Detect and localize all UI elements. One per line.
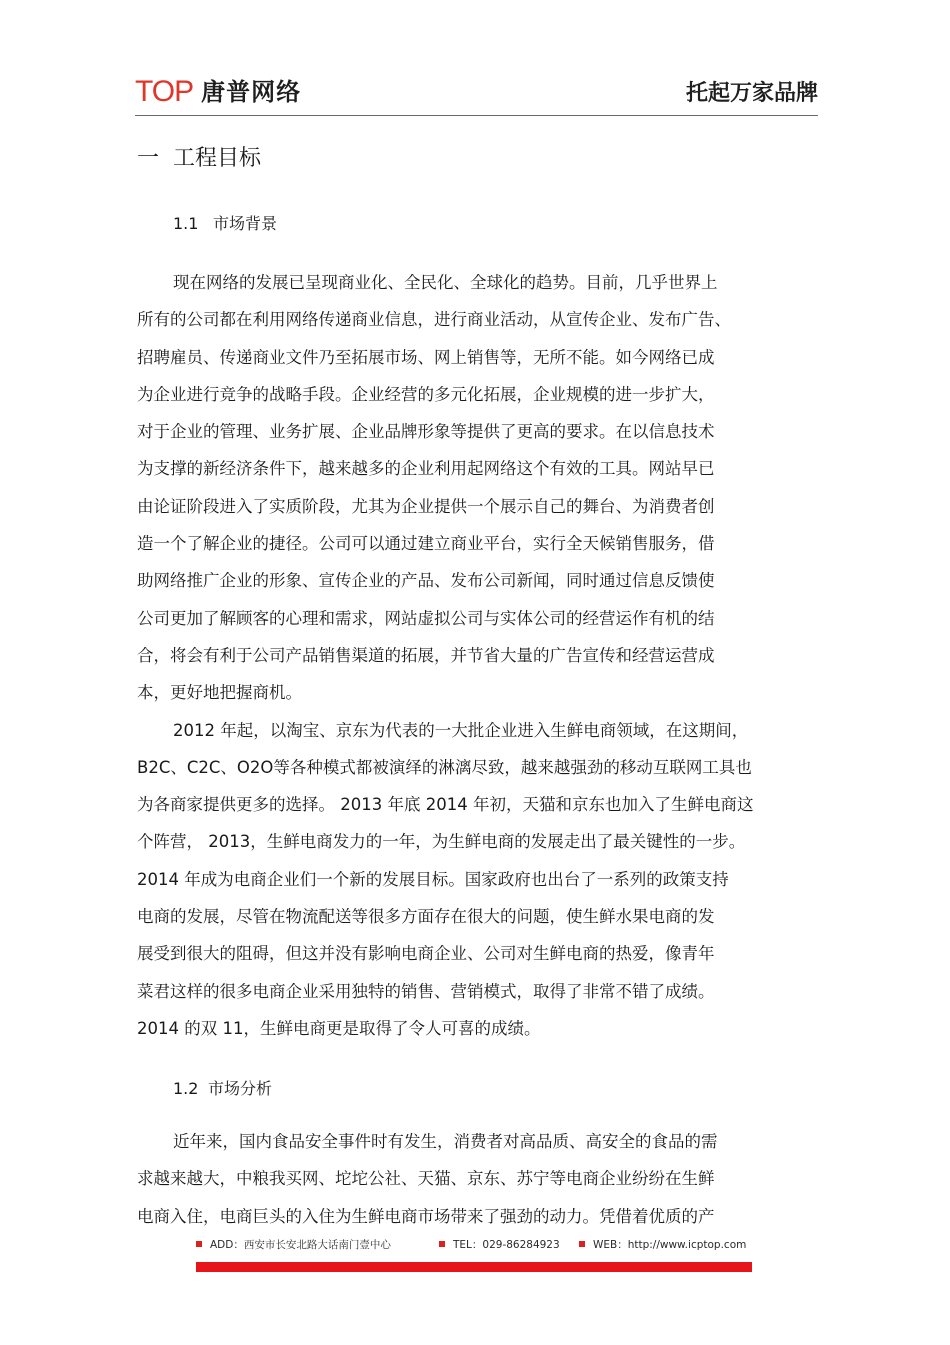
paragraph-line: 现在网络的发展已呈现商业化、全民化、全球化的趋势。目前，几乎世界上 [173,273,718,292]
logo-top-text: TOP [135,75,194,108]
paragraph-line: 个阵营， 2013，生鲜电商发力的一年，为生鲜电商的发展走出了最关键性的一步。 [137,832,746,852]
paragraph-line: 2012 年起，以淘宝、京东为代表的一大批企业进入生鲜电商领域，在这期间， [173,720,749,740]
paragraph-line: 2014 年成为电商企业们一个新的发展目标。国家政府也出台了一系列的政策支持 [137,869,729,889]
bullet-square-icon [196,1241,202,1247]
paragraph-line: 近年来，国内食品安全事件时有发生，消费者对高品质、高安全的食品的需 [173,1132,718,1151]
footer-telephone [439,1237,560,1252]
page-header [135,70,818,116]
paragraph-line: 本，更好地把握商机。 [137,683,302,703]
paragraph-line: 为各商家提供更多的选择。 2013 年底 2014 年初，天猫和京东也加入了生鲜电商这 [137,795,754,815]
footer-contact-info [196,1234,752,1254]
paragraph-line: 为支撑的新经济条件下，越来越多的企业利用起网络这个有效的工具。网站早已 [137,459,715,479]
paragraph-line: 由论证阶段进入了实质阶段，尤其为企业提供一个展示自己的舞台、为消费者创 [137,496,715,516]
subsection-title: 市场分析 [208,1079,273,1098]
paragraph-line: 招聘雇员、传递商业文件乃至拓展市场、网上销售等，无所不能。如今网络已成 [137,347,715,367]
paragraph-line: 助网络推广企业的形象、宣传企业的产品、发布公司新闻，同时通过信息反馈使 [137,571,715,591]
paragraph-line: 公司更加了解顾客的心理和需求，网站虚拟公司与实体公司的经营运作有机的结 [137,608,715,628]
paragraph-line: 为企业进行竞争的战略手段。企业经营的多元化拓展，企业规模的进一步扩大， [137,384,715,404]
paragraph-line: 电商入住，电商巨头的入住为生鲜电商市场带来了强劲的动力。凭借着优质的产 [137,1206,715,1226]
paragraph-line: 2014 的双 11，生鲜电商更是取得了令人可喜的成绩。 [137,1018,541,1038]
subsection-number: 1.1 [173,214,199,233]
footer-website-text: WEB：http://www.icptop.com [593,1238,747,1251]
bullet-square-icon [439,1241,445,1247]
paragraph-market-background [137,264,807,1047]
paragraph-line: 求越来越大，中粮我买网、坨坨公社、天猫、京东、苏宁等电商企业纷纷在生鲜 [137,1169,715,1189]
header-slogan: 托起万家品牌 [685,81,818,106]
paragraph-line: 造一个了解企业的捷径。公司可以通过建立商业平台，实行全天候销售服务，借 [137,534,715,554]
footer-red-bar [196,1262,752,1272]
paragraph-line: 电商的发展，尽管在物流配送等很多方面存在很大的问题，使生鲜水果电商的发 [137,907,715,927]
subsection-heading-1-2 [173,1078,272,1100]
footer-telephone-text: TEL：029-86284923 [453,1238,560,1251]
subsection-heading-1-1 [173,213,277,235]
subsection-number: 1.2 [173,1079,199,1098]
section-heading [137,144,261,174]
paragraph-line: 菜君这样的很多电商企业采用独特的销售、营销模式，取得了非常不错了成绩。 [137,981,715,1001]
paragraph-market-analysis [137,1123,807,1235]
footer-address [196,1237,391,1252]
paragraph-line: 对于企业的管理、业务扩展、企业品牌形象等提供了更高的要求。在以信息技术 [137,422,715,442]
page-footer [196,1234,752,1272]
logo-company-name: 唐普网络 [201,78,302,106]
company-logo [135,76,301,108]
subsection-title: 市场背景 [213,214,278,233]
section-number: 一 [137,146,160,171]
paragraph-line: 合，将会有利于公司产品销售渠道的拓展，并节省大量的广告宣传和经营运营成 [137,645,715,665]
paragraph-line: 展受到很大的阻碍，但这并没有影响电商企业、公司对生鲜电商的热爱，像青年 [137,944,715,964]
footer-address-text: ADD：西安市长安北路大话南门壹中心 [210,1238,391,1251]
paragraph-line: B2C、C2C、O2O等各种模式都被演绎的淋漓尽致，越来越强劲的移动互联网工具也 [137,757,752,777]
bullet-square-icon [579,1241,585,1247]
footer-website [579,1237,746,1252]
section-title: 工程目标 [173,146,262,171]
paragraph-line: 所有的公司都在利用网络传递商业信息，进行商业活动，从宣传企业、发布广告、 [137,310,731,330]
